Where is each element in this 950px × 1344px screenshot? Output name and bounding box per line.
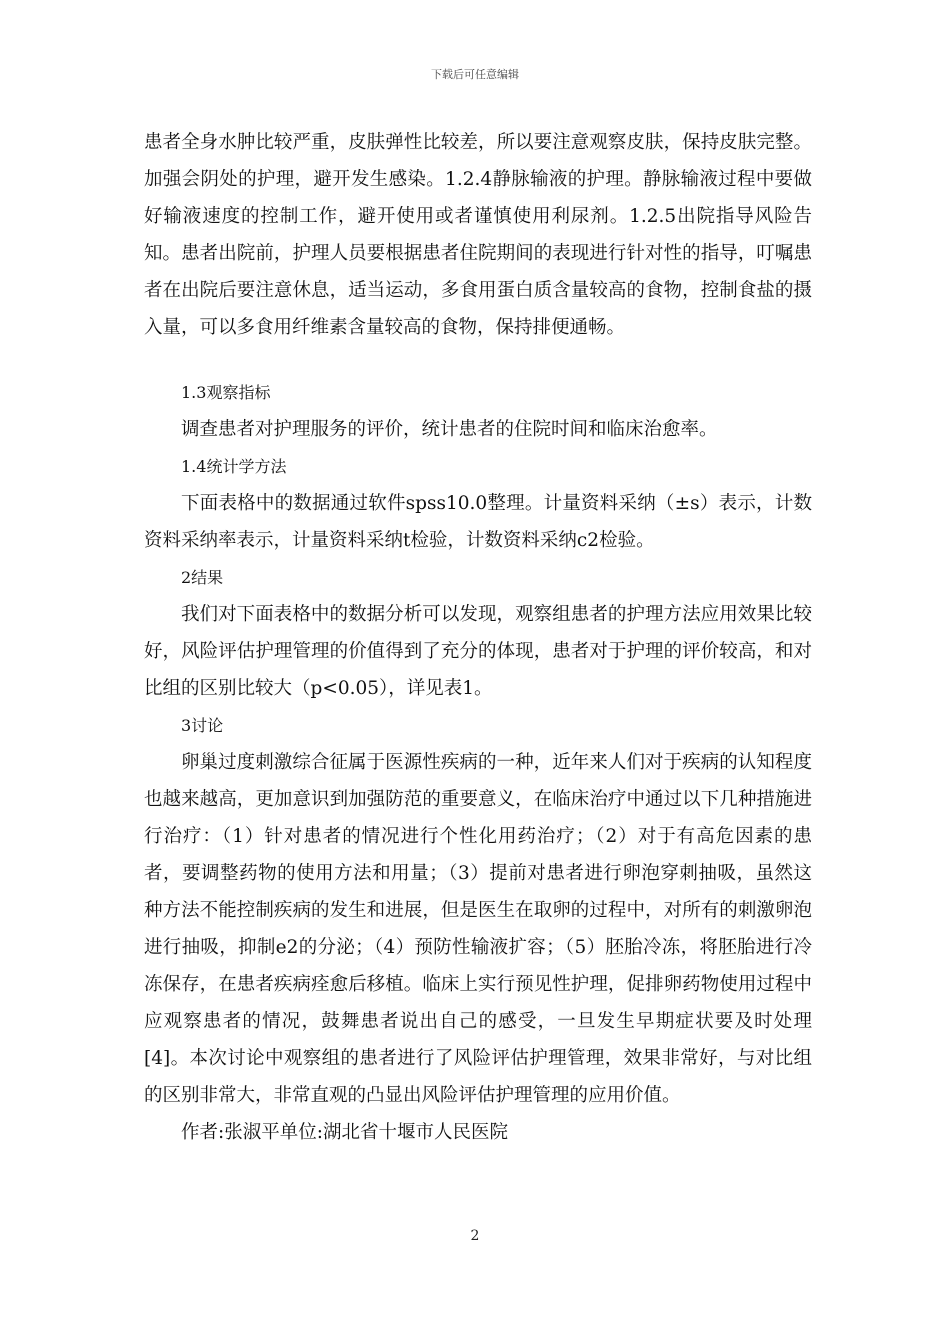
- section-heading-1-3: 1.3观察指标: [181, 383, 271, 402]
- paragraph-gap: [144, 346, 812, 374]
- paragraph-statistics: 下面表格中的数据通过软件spss10.0整理。计量资料采纳（±s）表示，计数资料采纳率表示，计量资料采纳t检验，计数资料采纳c2检验。: [144, 493, 812, 551]
- paragraph-observation-indicators: 调查患者对护理服务的评价，统计患者的住院时间和临床治愈率。: [181, 419, 718, 440]
- section-heading-2: 2结果: [181, 568, 224, 587]
- section-heading-1-4: 1.4统计学方法: [181, 457, 287, 476]
- paragraph-results: 我们对下面表格中的数据分析可以发现，观察组患者的护理方法应用效果比较好，风险评估护理管理的价值得到了充分的体现，患者对于护理的评价较高，和对比组的区别比较大（p<0.05），详见表1。: [144, 604, 812, 699]
- page-header: 下载后可任意编辑: [431, 68, 519, 81]
- paragraph-nursing-care: 患者全身水肿比较严重，皮肤弹性比较差，所以要注意观察皮肤，保持皮肤完整。加强会阴处的护理，避开发生感染。1.2.4静脉输液的护理。静脉输液过程中要做好输液速度的控制工作，避开使用或者谨慎使用利尿剂。1.2.5出院指导风险告知。患者出院前，护理人员要根据患者住院期间的表现进行针对性的指导，叮嘱患者在出院后要注意休息，适当运动，多食用蛋白质含量较高的食物，控制食盐的摄入量，可以多食用纤维素含量较高的食物，保持排便通畅。: [144, 132, 812, 338]
- author-line: 作者:张淑平单位:湖北省十堰市人民医院: [181, 1122, 508, 1143]
- paragraph-discussion: 卵巢过度刺激综合征属于医源性疾病的一种，近年来人们对于疾病的认知程度也越来越高，更加意识到加强防范的重要意义，在临床治疗中通过以下几种措施进行治疗：（1）针对患者的情况进行个性化用药治疗；（2）对于有高危因素的患者，要调整药物的使用方法和用量；（3）提前对患者进行卵泡穿刺抽吸，虽然这种方法不能控制疾病的发生和进展，但是医生在取卵的过程中，对所有的刺激卵泡进行抽吸，抑制e2的分泌；（4）预防性输液扩容；（5）胚胎冷冻，将胚胎进行冷冻保存，在患者疾病痊愈后移植。临床上实行预见性护理，促排卵药物使用过程中应观察患者的情况，鼓舞患者说出自己的感受，一旦发生早期症状要及时处理[4]。本次讨论中观察组的患者进行了风险评估护理管理，效果非常好，与对比组的区别非常大，非常直观的凸显出风险评估护理管理的应用价值。: [144, 752, 812, 1106]
- page-number: 2: [470, 1228, 480, 1244]
- section-heading-3: 3讨论: [181, 716, 224, 735]
- document-body: [144, 124, 812, 1151]
